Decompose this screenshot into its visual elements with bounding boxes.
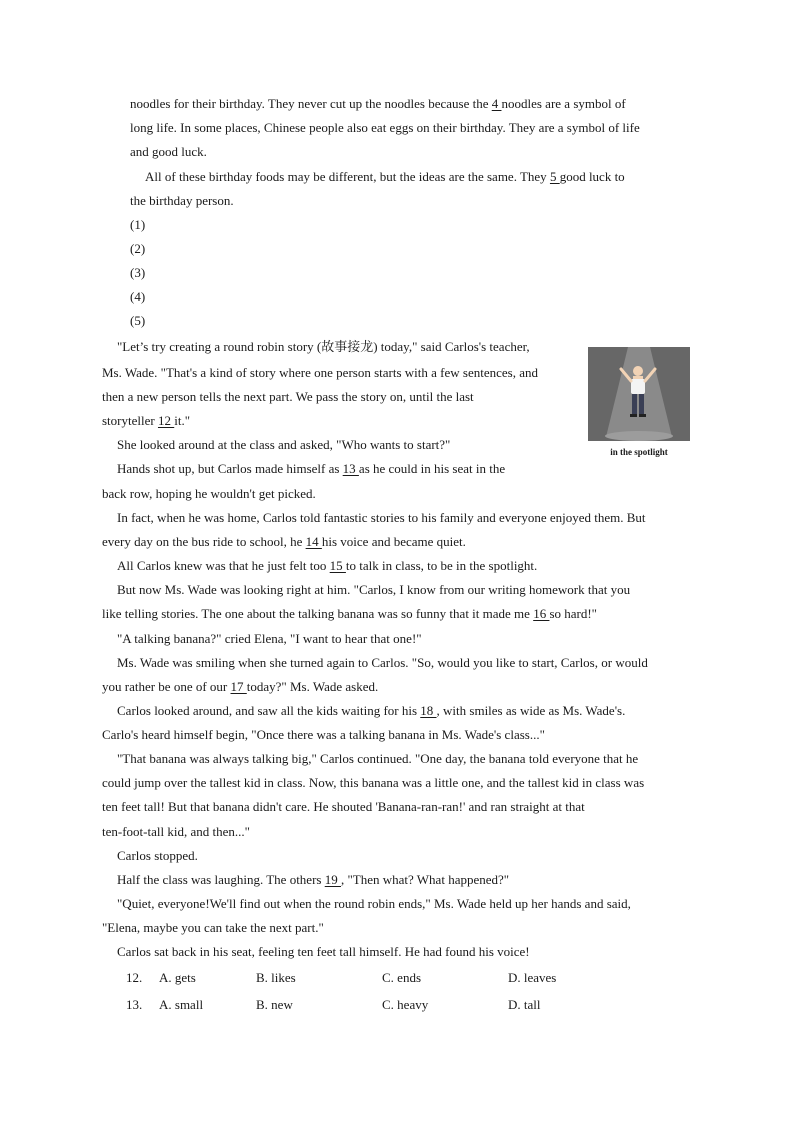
text-line bbox=[102, 534, 466, 550]
text-segment: as he could in his seat in the bbox=[358, 461, 506, 476]
text-segment: today?" Ms. Wade asked. bbox=[246, 679, 379, 694]
text-line bbox=[102, 606, 597, 622]
text-line: and good luck. bbox=[130, 144, 207, 159]
text-line: back row, hoping he wouldn't get picked. bbox=[102, 486, 316, 501]
option-d[interactable]: D. tall bbox=[508, 997, 541, 1012]
text-segment: his voice and became quiet. bbox=[321, 534, 466, 549]
text-segment: noodles for their birthday. They never cut up the noodles because the bbox=[130, 96, 492, 111]
text-line bbox=[102, 413, 190, 429]
text-segment: so hard!" bbox=[549, 606, 597, 621]
blank-4: 4 bbox=[491, 96, 502, 111]
text-line: ten feet tall! But that banana didn't care. He shouted 'Banana-ran-ran!' and ran straight at that bbox=[102, 799, 585, 814]
option-c[interactable]: C. heavy bbox=[382, 997, 429, 1012]
text-line: Ms. Wade was smiling when she turned again to Carlos. "So, would you like to start, Carlos, or would bbox=[117, 655, 648, 670]
question-number: 12. bbox=[126, 970, 143, 985]
text-line: "Quiet, everyone!We'll find out when the round robin ends," Ms. Wade held up her hands and said, bbox=[117, 896, 631, 911]
blank-16: 16 bbox=[533, 606, 550, 621]
text-segment: it." bbox=[174, 413, 190, 428]
blank-5: 5 bbox=[549, 169, 560, 184]
option-b[interactable]: B. likes bbox=[256, 970, 296, 985]
text-segment: All Carlos knew was that he just felt too bbox=[117, 558, 330, 573]
option-d[interactable]: D. leaves bbox=[508, 970, 557, 985]
text-line bbox=[117, 461, 505, 477]
text-segment: , with smiles as wide as Ms. Wade's. bbox=[436, 703, 626, 718]
text-segment: storyteller bbox=[102, 413, 158, 428]
text-line: In fact, when he was home, Carlos told fantastic stories to his family and everyone enjoyed them. But bbox=[117, 510, 646, 525]
question-number: 13. bbox=[126, 997, 143, 1012]
blank-15: 15 bbox=[329, 558, 346, 573]
answer-slot-5: (5) bbox=[130, 313, 146, 328]
blank-12: 12 bbox=[157, 413, 175, 428]
text-segment: you rather be one of our bbox=[102, 679, 231, 694]
option-b[interactable]: B. new bbox=[256, 997, 293, 1012]
text-segment: noodles are a symbol of bbox=[501, 96, 626, 111]
text-line: Ms. Wade. "That's a kind of story where one person starts with a few sentences, and bbox=[102, 365, 538, 380]
text-segment: like telling stories. The one about the talking banana was so funny that it made me bbox=[102, 606, 534, 621]
option-c[interactable]: C. ends bbox=[382, 970, 421, 985]
spotlight-figure-icon bbox=[588, 347, 690, 441]
text-line: ten-foot-tall kid, and then..." bbox=[102, 824, 250, 839]
text-line: could jump over the tallest kid in class. Now, this banana was a little one, and the tallest kid in class was bbox=[102, 775, 645, 790]
answer-slot-3: (3) bbox=[130, 265, 146, 280]
text-line: But now Ms. Wade was looking right at him. "Carlos, I know from our writing homework that you bbox=[117, 582, 631, 597]
text-line: "Elena, maybe you can take the next part." bbox=[102, 920, 324, 935]
text-line: Carlos sat back in his seat, feeling ten feet tall himself. He had found his voice! bbox=[117, 944, 530, 959]
text-line: long life. In some places, Chinese people also eat eggs on their birthday. They are a symbol of life bbox=[130, 120, 640, 135]
text-segment: Hands shot up, but Carlos made himself as bbox=[117, 461, 343, 476]
text-line bbox=[102, 679, 378, 695]
option-a[interactable]: A. small bbox=[159, 997, 204, 1012]
text-segment: good luck to bbox=[559, 169, 625, 184]
text-line bbox=[145, 169, 625, 185]
text-line: "Let’s try creating a round robin story (故事接龙) today," said Carlos's teacher, bbox=[117, 339, 530, 354]
option-a[interactable]: A. gets bbox=[159, 970, 196, 985]
figure-caption: in the spotlight bbox=[610, 447, 668, 457]
blank-18: 18 bbox=[420, 703, 437, 718]
answer-slot-2: (2) bbox=[130, 241, 146, 256]
text-segment: All of these birthday foods may be different, but the ideas are the same. They bbox=[145, 169, 550, 184]
text-segment: Carlos looked around, and saw all the kids waiting for his bbox=[117, 703, 421, 718]
text-line bbox=[117, 703, 625, 719]
text-line bbox=[117, 872, 509, 888]
text-segment: , "Then what? What happened?" bbox=[340, 872, 510, 887]
answer-slot-1: (1) bbox=[130, 217, 146, 232]
text-segment: to talk in class, to be in the spotlight. bbox=[345, 558, 538, 573]
text-line bbox=[130, 96, 626, 112]
text-line: "That banana was always talking big," Carlos continued. "One day, the banana told everyone that he bbox=[117, 751, 639, 766]
text-line: the birthday person. bbox=[130, 193, 234, 208]
blank-17: 17 bbox=[230, 679, 247, 694]
text-line: then a new person tells the next part. We pass the story on, until the last bbox=[102, 389, 474, 404]
text-line: Carlo's heard himself begin, "Once there was a talking banana in Ms. Wade's class..." bbox=[102, 727, 545, 742]
text-segment: every day on the bus ride to school, he bbox=[102, 534, 306, 549]
answer-slot-4: (4) bbox=[130, 289, 146, 304]
spotlight-illustration bbox=[588, 347, 690, 441]
text-line: She looked around at the class and asked, "Who wants to start?" bbox=[117, 437, 451, 452]
text-line: Carlos stopped. bbox=[117, 848, 198, 863]
text-line: "A talking banana?" cried Elena, "I want to hear that one!" bbox=[117, 631, 422, 646]
blank-19: 19 bbox=[324, 872, 341, 887]
text-line bbox=[117, 558, 537, 574]
text-segment: Half the class was laughing. The others bbox=[117, 872, 325, 887]
blank-14: 14 bbox=[305, 534, 322, 549]
blank-13: 13 bbox=[342, 461, 359, 476]
